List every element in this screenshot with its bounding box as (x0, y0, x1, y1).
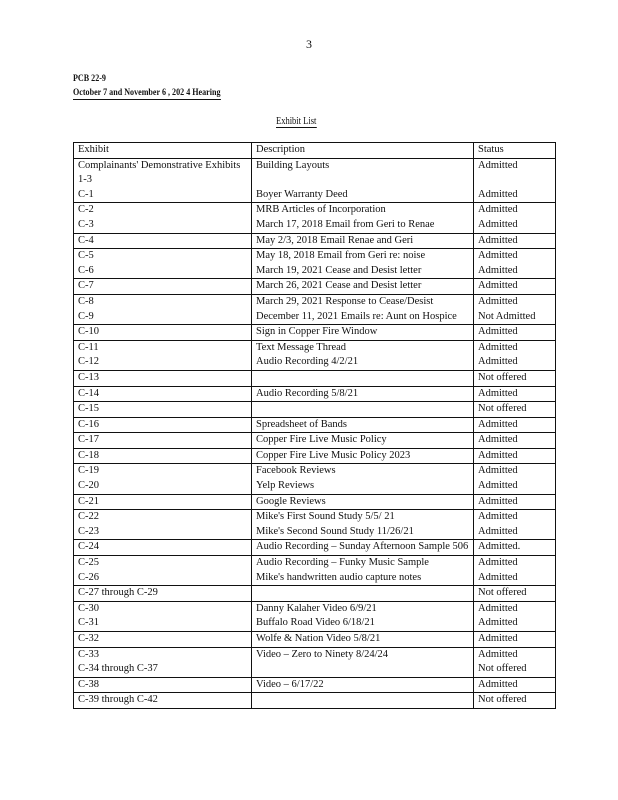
status-cell (474, 340, 556, 370)
description-text: Copper Fire Live Music Policy (256, 434, 387, 446)
exhibit-cell (74, 464, 252, 494)
exhibit-id: C-22 (78, 511, 99, 523)
description-cell (252, 279, 474, 295)
exhibit-cell (74, 340, 252, 370)
table-row (74, 158, 556, 203)
hearing-dates: October 7 and November 6 , 202 4 Hearing (73, 88, 221, 98)
exhibit-id: C-23 (78, 525, 99, 537)
status-cell (474, 158, 556, 203)
description-text: Boyer Warranty Deed (256, 188, 348, 200)
exhibit-id: C-32 (78, 633, 99, 644)
description-text: March 26, 2021 Cease and Desist letter (256, 280, 422, 292)
table-row (74, 402, 556, 418)
status-text: Admitted (478, 617, 518, 629)
table-row (74, 464, 556, 494)
exhibit-id: C-14 (78, 387, 99, 399)
description-text (256, 662, 469, 677)
description-cell (252, 203, 474, 233)
status-text: Admitted (478, 648, 518, 660)
status-cell (474, 448, 556, 464)
case-number: PCB 22-9 (73, 74, 106, 84)
status-cell (474, 417, 556, 433)
exhibit-id: C-20 (78, 480, 99, 492)
description-text: Facebook Reviews (256, 465, 336, 477)
table-row (74, 647, 556, 677)
exhibit-id: C-34 through C-37 (78, 663, 158, 675)
description-text: Sign in Copper Fire Window (256, 326, 378, 338)
table-row (74, 632, 556, 648)
exhibit-id: C-13 (78, 371, 99, 383)
status-text (478, 173, 551, 188)
exhibit-cell (74, 402, 252, 418)
exhibit-cell (74, 586, 252, 602)
description-cell (252, 249, 474, 279)
table-row (74, 294, 556, 324)
exhibit-cell (74, 417, 252, 433)
description-cell (252, 586, 474, 602)
status-text: Not Admitted (478, 310, 536, 322)
status-text: Admitted (478, 159, 518, 171)
status-text: Admitted (478, 356, 518, 368)
table-row (74, 448, 556, 464)
description-text: May 2/3, 2018 Email Renae and Geri (256, 234, 414, 246)
status-text: Admitted (478, 204, 518, 216)
exhibit-id: C-15 (78, 403, 99, 415)
description-cell (252, 693, 474, 709)
exhibit-id: C-31 (78, 617, 99, 629)
header-description: Description (252, 143, 474, 159)
table-row (74, 677, 556, 693)
exhibit-cell (74, 540, 252, 556)
exhibit-id: C-4 (78, 234, 94, 246)
exhibit-cell (74, 294, 252, 324)
description-text: Text Message Thread (256, 341, 347, 353)
exhibit-cell (74, 279, 252, 295)
description-cell (252, 433, 474, 449)
status-text: Admitted (478, 511, 518, 523)
description-text: Video – 6/17/22 (256, 678, 324, 690)
status-cell (474, 677, 556, 693)
status-text: Admitted. (478, 541, 521, 553)
status-text: Not offered (478, 371, 527, 383)
table-row (74, 370, 556, 386)
description-cell (252, 233, 474, 249)
description-cell (252, 510, 474, 540)
description-text: Wolfe & Nation Video 5/8/21 (256, 633, 381, 644)
description-cell (252, 464, 474, 494)
table-row (74, 279, 556, 295)
exhibit-list-title: Exhibit List (276, 116, 317, 127)
exhibit-table (73, 142, 556, 709)
status-text: Not offered (478, 663, 527, 675)
status-text: Admitted (478, 434, 518, 446)
table-row (74, 510, 556, 540)
table-row (74, 203, 556, 233)
exhibit-cell (74, 494, 252, 510)
table-row (74, 386, 556, 402)
description-text: May 18, 2018 Email from Geri re: noise (256, 250, 426, 262)
status-cell (474, 464, 556, 494)
description-text: Audio Recording – Sunday Afternoon Sample 506 (256, 541, 469, 553)
description-text: Video – Zero to Ninety 8/24/24 (256, 648, 389, 660)
status-cell (474, 279, 556, 295)
table-body (74, 158, 556, 708)
description-text: Building Layouts (256, 159, 330, 171)
exhibit-id: C-1 (78, 188, 94, 200)
exhibit-cell (74, 448, 252, 464)
exhibit-id: C-16 (78, 418, 99, 430)
status-text: Admitted (478, 449, 518, 461)
description-text: Copper Fire Live Music Policy 2023 (256, 449, 411, 461)
exhibit-cell (74, 677, 252, 693)
table-row (74, 494, 556, 510)
status-cell (474, 233, 556, 249)
exhibit-id: C-39 through C-42 (78, 694, 158, 706)
exhibit-cell (74, 386, 252, 402)
status-cell (474, 433, 556, 449)
status-text: Admitted (478, 218, 518, 230)
description-text: Yelp Reviews (256, 480, 315, 492)
exhibit-cell (74, 510, 252, 540)
status-cell (474, 494, 556, 510)
description-text: Buffalo Road Video 6/18/21 (256, 617, 375, 629)
table-row (74, 540, 556, 556)
description-cell (252, 448, 474, 464)
exhibit-id: C-24 (78, 541, 99, 553)
description-cell (252, 340, 474, 370)
description-text (256, 371, 469, 386)
exhibit-cell (74, 647, 252, 677)
table-header-row (74, 143, 556, 159)
status-text: Admitted (478, 418, 518, 430)
description-text: Audio Recording 5/8/21 (256, 387, 359, 399)
description-text: Mike's handwritten audio capture notes (256, 571, 422, 583)
status-cell (474, 203, 556, 233)
exhibit-id: C-2 (78, 204, 94, 216)
exhibit-id: C-6 (78, 264, 94, 276)
exhibit-id: C-11 (78, 341, 99, 353)
status-text: Admitted (478, 295, 518, 307)
exhibit-id: C-26 (78, 571, 99, 583)
exhibit-cell (74, 158, 252, 203)
exhibit-cell (74, 433, 252, 449)
description-cell (252, 402, 474, 418)
status-text: Admitted (478, 341, 518, 353)
exhibit-id: C-18 (78, 449, 99, 461)
exhibit-id: C-7 (78, 280, 94, 292)
status-text: Admitted (478, 465, 518, 477)
exhibit-cell (74, 203, 252, 233)
exhibit-cell (74, 693, 252, 709)
status-text: Admitted (478, 234, 518, 246)
status-text: Admitted (478, 188, 518, 200)
table-row (74, 233, 556, 249)
description-cell (252, 370, 474, 386)
exhibit-cell (74, 233, 252, 249)
header-status: Status (474, 143, 556, 159)
status-cell (474, 325, 556, 341)
header-exhibit: Exhibit (74, 143, 252, 159)
status-cell (474, 370, 556, 386)
table-row (74, 586, 556, 602)
status-text: Admitted (478, 678, 518, 690)
table-row (74, 556, 556, 586)
description-cell (252, 494, 474, 510)
status-text: Admitted (478, 525, 518, 537)
exhibit-id: C-10 (78, 326, 99, 338)
status-cell (474, 647, 556, 677)
status-cell (474, 632, 556, 648)
description-text (256, 693, 469, 708)
status-cell (474, 586, 556, 602)
exhibit-cell (74, 370, 252, 386)
description-cell (252, 647, 474, 677)
exhibit-id: C-9 (78, 310, 94, 322)
exhibit-id: Complainants' Demonstrative Exhibits 1-3 (78, 159, 241, 186)
exhibit-id: C-30 (78, 602, 99, 614)
description-text (256, 402, 469, 417)
description-cell (252, 601, 474, 631)
status-text: Not offered (478, 694, 527, 706)
exhibit-cell (74, 601, 252, 631)
description-text: March 17, 2018 Email from Geri to Renae (256, 218, 435, 230)
description-text: December 11, 2021 Emails re: Aunt on Hospice (256, 310, 457, 322)
description-text: Google Reviews (256, 495, 326, 507)
exhibit-cell (74, 249, 252, 279)
exhibit-id: C-25 (78, 557, 99, 569)
exhibit-id: C-5 (78, 250, 94, 262)
status-text: Admitted (478, 480, 518, 492)
status-cell (474, 386, 556, 402)
status-cell (474, 510, 556, 540)
status-text: Not offered (478, 587, 527, 599)
description-cell (252, 677, 474, 693)
status-cell (474, 540, 556, 556)
status-cell (474, 402, 556, 418)
table-row (74, 325, 556, 341)
table-row (74, 693, 556, 709)
status-text: Admitted (478, 633, 518, 644)
exhibit-cell (74, 325, 252, 341)
status-text: Admitted (478, 495, 518, 507)
exhibit-id: C-27 through C-29 (78, 587, 158, 599)
exhibit-id: C-8 (78, 295, 94, 307)
description-cell (252, 294, 474, 324)
description-cell (252, 417, 474, 433)
description-cell (252, 158, 474, 203)
status-text: Admitted (478, 326, 518, 338)
description-text: Audio Recording – Funky Music Sample (256, 557, 429, 569)
status-cell (474, 601, 556, 631)
exhibit-cell (74, 556, 252, 586)
description-cell (252, 540, 474, 556)
status-text: Admitted (478, 602, 518, 614)
status-text: Admitted (478, 557, 518, 569)
status-text: Admitted (478, 387, 518, 399)
table-row (74, 417, 556, 433)
description-text (256, 586, 469, 601)
description-cell (252, 632, 474, 648)
table-row (74, 433, 556, 449)
status-text: Not offered (478, 403, 527, 415)
description-text: March 29, 2021 Response to Cease/Desist (256, 295, 434, 307)
exhibit-id: C-3 (78, 218, 94, 230)
exhibit-id: C-17 (78, 434, 99, 446)
status-text: Admitted (478, 571, 518, 583)
status-text: Admitted (478, 280, 518, 292)
description-text: Mike's First Sound Study 5/5/ 21 (256, 511, 395, 523)
description-cell (252, 325, 474, 341)
status-cell (474, 693, 556, 709)
exhibit-id: C-33 (78, 648, 99, 660)
exhibit-id: C-19 (78, 465, 99, 477)
table-row (74, 249, 556, 279)
exhibit-cell (74, 632, 252, 648)
description-text: MRB Articles of Incorporation (256, 204, 386, 216)
page-number: 3 (306, 37, 312, 51)
exhibit-id: C-38 (78, 678, 99, 690)
description-text: Audio Recording 4/2/21 (256, 356, 359, 368)
status-cell (474, 249, 556, 279)
status-cell (474, 294, 556, 324)
status-text: Admitted (478, 264, 518, 276)
table-row (74, 340, 556, 370)
description-text: Spreadsheet of Bands (256, 418, 347, 430)
status-text: Admitted (478, 250, 518, 262)
description-text: Danny Kalaher Video 6/9/21 (256, 602, 377, 614)
description-text (256, 173, 469, 188)
table-row (74, 601, 556, 631)
description-text: Mike's Second Sound Study 11/26/21 (256, 525, 414, 537)
exhibit-id: C-21 (78, 495, 99, 507)
description-cell (252, 386, 474, 402)
exhibit-id: C-12 (78, 356, 99, 368)
description-cell (252, 556, 474, 586)
status-cell (474, 556, 556, 586)
description-text: March 19, 2021 Cease and Desist letter (256, 264, 422, 276)
